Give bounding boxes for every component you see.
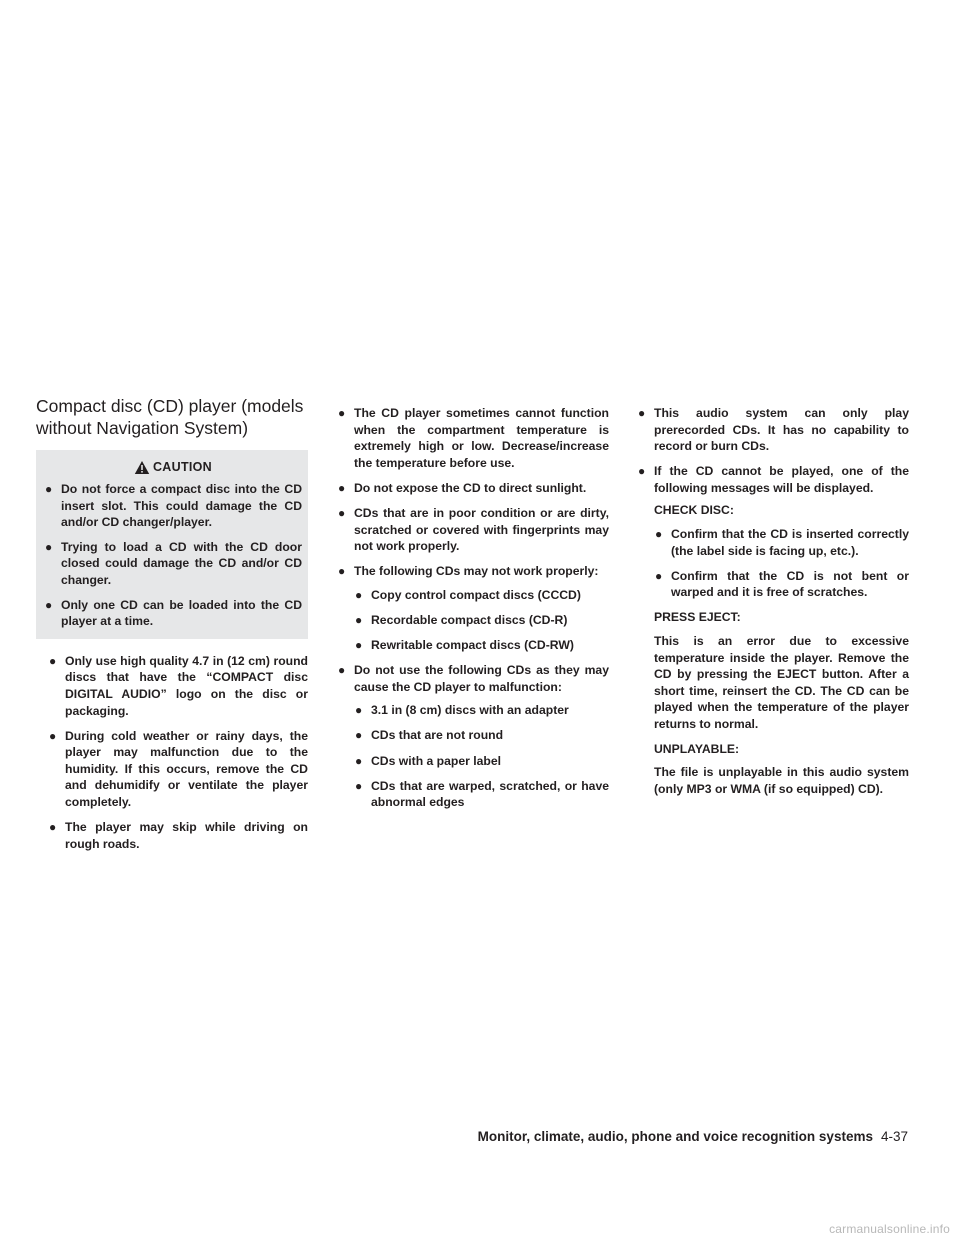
sub-list-item: ● Confirm that the CD is inserted correctly (the label side is facing up, etc.). — [655, 527, 909, 558]
sub-list-item: ● CDs that are not round — [355, 728, 504, 743]
sub-list-item: ● Confirm that the CD is not bent or warped and it is free of scratches. — [655, 568, 909, 600]
list-item: ● Only use high quality 4.7 in (12 cm) round discs that have the “COMPACT disc DIGITAL AUDIO” logo on the disc or packaging. — [49, 653, 308, 718]
list-item: ● The player may skip while driving on rough roads. — [49, 820, 308, 851]
sub-list-item: ● Recordable compact discs (CD-R) — [355, 612, 568, 627]
column-left — [36, 395, 308, 861]
sub-list-item: ● CDs that are warped, scratched, or have abnormal edges — [355, 778, 609, 810]
list-item: ● If the CD cannot be played, one of the following messages will be displayed. CHECK DISC: ● Confirm that the CD is inserted correctly (the label side is facing up, etc.). ● Confirm that the CD is not bent or warped and it is free of scratches. PRESS EJECT: This is an error due to excessive temperature inside the player. Remove the CD by pressing the EJECT button. After a short time, reinsert the CD. The CD can be played when the temperature of the player returns to normal. UNPLAYABLE: The file is unplayable in this audio system (only MP3 or WMA (if so equipped) CD). — [638, 464, 909, 796]
column-right — [637, 405, 909, 806]
warning-triangle-icon — [134, 460, 150, 475]
column-middle — [337, 405, 609, 819]
message-text: The file is unplayable in this audio system (only MP3 or WMA (if so equipped) CD). — [654, 765, 909, 796]
caution-item: ● Trying to load a CD with the CD door closed could damage the CD and/or CD changer. — [45, 539, 302, 587]
message-heading: CHECK DISC: — [654, 503, 734, 518]
message-heading: UNPLAYABLE: — [654, 741, 740, 756]
list-item: ● During cold weather or rainy days, the player may malfunction due to the humidity. If this occurs, remove the CD and dehumidify or ventilate the player completely. — [49, 728, 308, 809]
list-item: ● Do not expose the CD to direct sunlight. — [338, 480, 587, 495]
caution-item: ● Only one CD can be loaded into the CD player at a time. — [45, 597, 302, 629]
watermark: carmanualsonline.info — [829, 1222, 950, 1236]
chapter-title: Monitor, climate, audio, phone and voice recognition systems — [477, 1129, 873, 1144]
sub-list-item: ● 3.1 in (8 cm) discs with an adapter — [355, 703, 569, 718]
page-number: 4-37 — [880, 1129, 908, 1144]
message-heading: PRESS EJECT: — [654, 610, 741, 625]
sub-list-item: ● CDs with a paper label — [355, 753, 502, 768]
caution-box — [36, 450, 308, 639]
list-item: ● This audio system can only play prerecorded CDs. It has no capability to record or burn CDs. — [638, 406, 909, 454]
section-title: Compact disc (CD) player (models without Navigation System) — [36, 396, 304, 438]
caution-label: CAUTION — [152, 460, 213, 474]
list-item: ● Do not use the following CDs as they may cause the CD player to malfunction: ● 3.1 in (8 cm) discs with an adapter ● CDs that are not round ● CDs with a paper label ● CDs that are warped, scratched, or have abnormal edges — [338, 663, 609, 810]
message-text: This is an error due to excessive temperature inside the player. Remove the CD by pressing the EJECT button. After a short time, reinsert the CD. The CD can be played when the temperature of the player returns to normal. — [654, 634, 909, 731]
page-footer — [0, 1128, 908, 1146]
sub-list-item: ● Rewritable compact discs (CD-RW) — [355, 638, 574, 653]
list-item: ● The CD player sometimes cannot function when the compartment temperature is extremely high or low. Decrease/increase the temperature before use. — [338, 406, 609, 470]
caution-header — [44, 459, 302, 475]
caution-item: ● Do not force a compact disc into the CD insert slot. This could damage the CD and/or CD changer/player. — [45, 482, 302, 530]
list-item: ● CDs that are in poor condition or are dirty, scratched or covered with fingerprints may not work properly. — [338, 505, 609, 554]
sub-list-item: ● Copy control compact discs (CCCD) — [355, 587, 581, 602]
list-item: ● The following CDs may not work properly: ● Copy control compact discs (CCCD) ● Recordable compact discs (CD-R) ● Rewritable compact discs (CD-RW) — [337, 563, 609, 653]
